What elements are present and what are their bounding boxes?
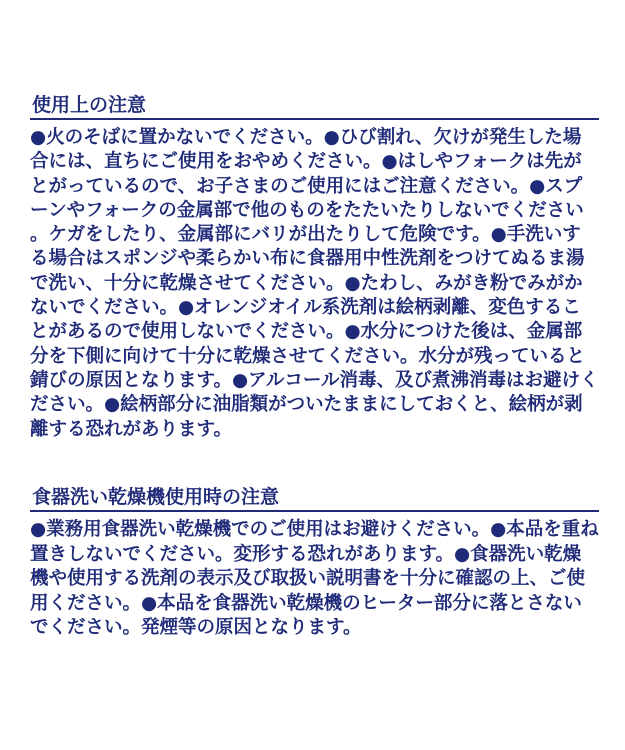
section-divider (30, 510, 599, 512)
dishwasher-precautions-heading: 食器洗い乾燥機使用時の注意 (32, 486, 280, 508)
usage-precautions-section (30, 92, 599, 442)
dishwasher-precautions-text: ●業務用食器洗い乾燥機でのご使用はお避けください。●本品を重ね置きしないでください。変形する恐れがあります。●食器洗い乾燥機や使用する洗剤の表示及び取扱い説明書を十分に確認の上、ご使用ください。●本品を食器洗い乾燥機のヒーター部分に落とさないでください。発煙等の原因となります。 (30, 519, 599, 639)
usage-precautions-heading: 使用上の注意 (32, 94, 147, 116)
usage-precautions-text: ●火のそばに置かないでください。●ひび割れ、欠けが発生した場合には、直ちにご使用をおやめください。●はしやフォークは先がとがっているので、お子さまのご使用にはご注意ください。●スプーンやフォークの金属部で他のものをたたいたりしないでください。ケガをしたり、金属部にバリが出たりして危険です。●手洗いする場合はスポンジや柔らかい布に食器用中性洗剤をつけてぬるま湯で洗い、十分に乾燥させてください。●たわし、みがき粉でみがかないでください。●オレンジオイル系洗剤は絵柄剥離、変色することがあるので使用しないでください。●水分につけた後は、金属部分を下側に向けて十分に乾燥させてください。水分が残っていると錆びの原因となります。●アルコール消毒、及び煮沸消毒はお避けください。●絵柄部分に油脂類がついたままにしておくと、絵柄が剥離する恐れがあります。 (30, 127, 599, 440)
section-divider (30, 118, 599, 120)
dishwasher-precautions-section (30, 484, 599, 641)
